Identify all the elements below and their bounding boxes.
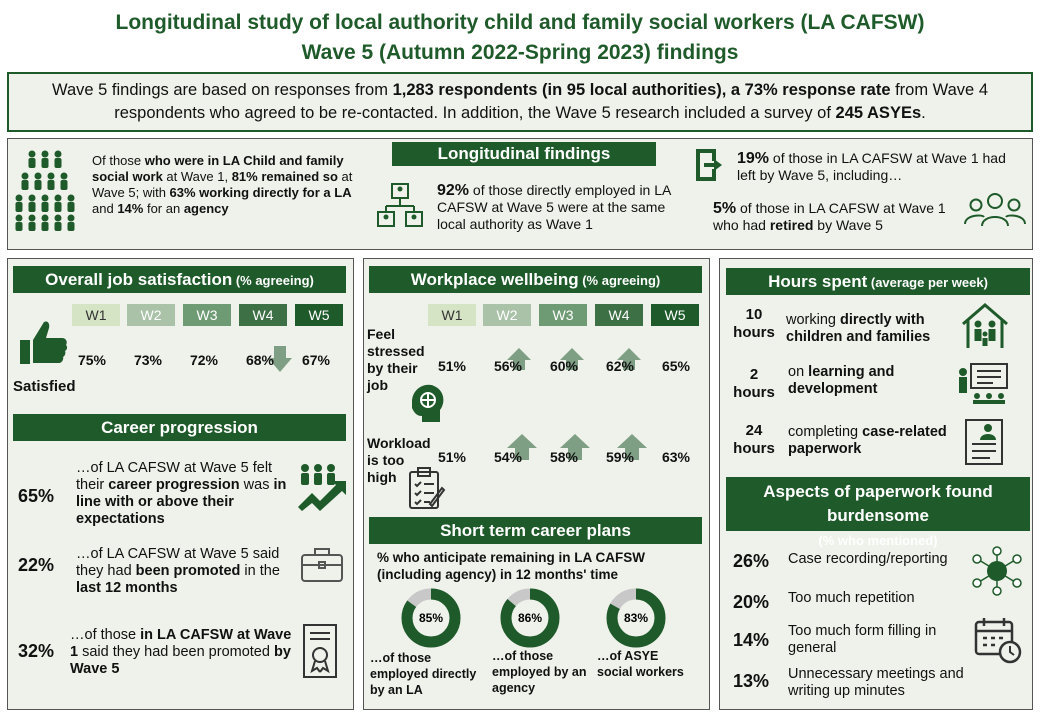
donut-caption: …of ASYE social workers xyxy=(597,649,684,679)
career-pct: 65% xyxy=(18,486,55,506)
short-term-subtitle: % who anticipate remaining in LA CAFSW (including agency) in 12 months' time xyxy=(377,550,646,582)
longitudinal-header: Longitudinal findings xyxy=(392,142,656,166)
js-wave-chip: W3 xyxy=(183,304,231,326)
longitudinal-left-text: Of those who were in LA Child and family social work at Wave 1, 81% remained so at Wave 5; with 63% working directly for a LA and 14% for an agency xyxy=(92,153,353,216)
paperwork-text: Too much form filling in general xyxy=(788,623,937,656)
family-house-icon xyxy=(960,302,1010,350)
career-pct: 22% xyxy=(18,555,55,575)
career-pct: 32% xyxy=(18,641,55,661)
js-wave-chip: W1 xyxy=(72,304,120,326)
job-satisfaction-header: Overall job satisfaction (% agreeing) xyxy=(13,266,346,293)
js-value: 72% xyxy=(189,352,219,368)
paperwork-text: Case recording/reporting xyxy=(788,551,948,567)
stressed-value: 60% xyxy=(549,358,579,374)
short-term-header: Short term career plans xyxy=(369,517,702,544)
paperwork-pct: 13% xyxy=(733,671,770,691)
career-text: …of those in LA CAFSW at Wave 1 said they had been promoted by Wave 5 xyxy=(70,627,292,677)
donut-caption: …of those employed by an agency xyxy=(492,649,587,695)
hours-text: completing case-related paperwork xyxy=(788,424,947,457)
js-value: 67% xyxy=(301,352,331,368)
exit-door-icon xyxy=(690,147,724,183)
donut-chart-la xyxy=(399,586,463,650)
paperwork-text: Unnecessary meetings and writing up minutes xyxy=(788,666,964,699)
workload-value: 58% xyxy=(549,449,579,465)
workload-label: Workload is too high xyxy=(367,435,431,485)
wellbeing-header: Workplace wellbeing (% agreeing) xyxy=(369,266,702,293)
satisfied-label: Satisfied xyxy=(13,378,76,395)
stressed-value: 56% xyxy=(493,358,523,374)
wb-wave-chip: W4 xyxy=(595,304,643,326)
career-growth-icon xyxy=(296,463,350,511)
certificate-icon xyxy=(296,623,342,679)
workload-value: 54% xyxy=(493,449,523,465)
donut-label: 86% xyxy=(517,611,543,625)
longitudinal-middle-text: 92% of those directly employed in LA CAFSW at Wave 5 were at the same local authority as Wave 1 xyxy=(437,182,671,232)
career-text: …of LA CAFSW at Wave 5 felt their career progression was in line with or above their expectations xyxy=(76,460,287,527)
briefcase-icon xyxy=(300,545,344,583)
workload-value: 51% xyxy=(437,449,467,465)
clipboard-checklist-icon xyxy=(406,466,446,512)
longitudinal-right1-text: 19% of those in LA CAFSW at Wave 1 had left by Wave 5, including… xyxy=(737,150,1006,183)
stressed-label: Feel stressed by their job xyxy=(367,326,425,393)
hours-text: working directly with children and families xyxy=(786,312,931,345)
js-wave-chip: W4 xyxy=(239,304,287,326)
paperwork-pct: 26% xyxy=(733,551,770,571)
donut-chart-agency xyxy=(498,586,562,650)
hours-text: on learning and development xyxy=(788,364,895,397)
wb-wave-chip: W5 xyxy=(651,304,699,326)
wb-wave-chip: W2 xyxy=(483,304,531,326)
hours-value: 2 hours xyxy=(733,366,775,401)
intro-text: Wave 5 findings are based on responses from 1,283 respondents (in 95 local authorities), a 73% response rate from Wave 4 respondents who agreed to be re-contacted. In addition, the Wave 5 research included a survey of 245 ASYEs. xyxy=(51,81,988,122)
head-brain-icon xyxy=(406,382,446,424)
hours-value: 24 hours xyxy=(733,422,775,457)
donut-label: 85% xyxy=(418,611,444,625)
stressed-value: 65% xyxy=(661,358,691,374)
js-wave-chip: W5 xyxy=(295,304,343,326)
people-group-icon xyxy=(12,148,78,232)
hours-header: Hours spent (average per week) xyxy=(726,268,1030,295)
network-icon xyxy=(965,546,1029,596)
paperwork-pct: 20% xyxy=(733,592,770,612)
longitudinal-right2-text: 5% of those in LA CAFSW at Wave 1 who had retired by Wave 5 xyxy=(713,200,946,233)
workload-value: 59% xyxy=(605,449,635,465)
page-title: Longitudinal study of local authority child and family social workers (LA CAFSW) xyxy=(115,11,925,34)
stressed-value: 62% xyxy=(605,358,635,374)
career-header: Career progression xyxy=(13,414,346,441)
stressed-value: 51% xyxy=(437,358,467,374)
hours-value: 10 hours xyxy=(733,306,775,341)
org-chart-icon xyxy=(375,182,425,230)
paperwork-text: Too much repetition xyxy=(788,590,915,606)
wb-wave-chip: W1 xyxy=(428,304,476,326)
people-outline-icon xyxy=(962,190,1028,230)
js-wave-chip: W2 xyxy=(127,304,175,326)
donut-chart-asye xyxy=(604,586,668,650)
calendar-clock-icon xyxy=(972,616,1024,664)
document-person-icon xyxy=(964,418,1004,466)
paperwork-header: Aspects of paperwork found burdensome (% who mentioned) xyxy=(726,477,1030,531)
career-text: …of LA CAFSW at Wave 5 said they had been promoted in the last 12 months xyxy=(76,546,280,596)
paperwork-pct: 14% xyxy=(733,630,770,650)
js-value: 75% xyxy=(77,352,107,368)
wb-wave-chip: W3 xyxy=(539,304,587,326)
donut-label: 83% xyxy=(623,611,649,625)
classroom-icon xyxy=(955,362,1011,406)
page-subtitle: Wave 5 (Autumn 2022-Spring 2023) findings xyxy=(301,41,739,64)
donut-caption: …of those employed directly by an LA xyxy=(370,651,477,697)
js-value: 68% xyxy=(245,352,275,368)
thumbs-up-icon xyxy=(18,318,70,368)
js-value: 73% xyxy=(133,352,163,368)
workload-value: 63% xyxy=(661,449,691,465)
intro-box xyxy=(7,72,1033,132)
